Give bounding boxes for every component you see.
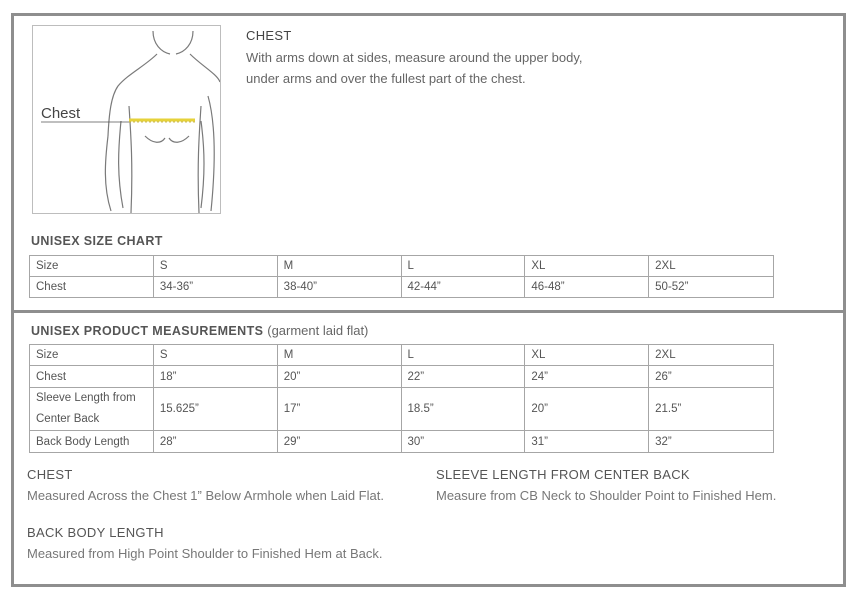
note-chest-title: CHEST: [27, 467, 73, 482]
size-chart-table: [29, 255, 774, 298]
table-row: Sleeve Length from Center Back 15.625” 17” 18.5” 20” 21.5”: [30, 388, 774, 431]
table-row: Chest 18” 20” 22” 24” 26”: [30, 366, 774, 388]
note-chest-text: Measured Across the Chest 1” Below Armhole when Laid Flat.: [27, 488, 384, 503]
note-back-text: Measured from High Point Shoulder to Finished Hem at Back.: [27, 546, 383, 561]
figure-chest-label: Chest: [41, 105, 81, 122]
note-back-title: BACK BODY LENGTH: [27, 525, 164, 540]
size-chart-heading: UNISEX SIZE CHART: [31, 234, 163, 248]
table-row: Back Body Length 28” 29” 30” 31” 32”: [30, 431, 774, 453]
note-sleeve-title: SLEEVE LENGTH FROM CENTER BACK: [436, 467, 690, 482]
table-row: Size S M L XL 2XL: [30, 345, 774, 366]
chest-title: CHEST: [246, 28, 292, 43]
table-row: Chest 34-36” 38-40” 42-44” 46-48” 50-52”: [30, 277, 774, 298]
chest-description: With arms down at sides, measure around the upper body, under arms and over the fullest part of the chest.: [246, 50, 583, 86]
product-measurements-heading: UNISEX PRODUCT MEASUREMENTS (garment laid flat): [31, 323, 369, 338]
note-sleeve-text: Measure from CB Neck to Shoulder Point to Finished Hem.: [436, 488, 777, 503]
section-divider: [11, 310, 846, 313]
product-measurements-table: [29, 344, 774, 453]
chest-measurement-figure: [32, 25, 221, 214]
table-row: Size S M L XL 2XL: [30, 256, 774, 277]
